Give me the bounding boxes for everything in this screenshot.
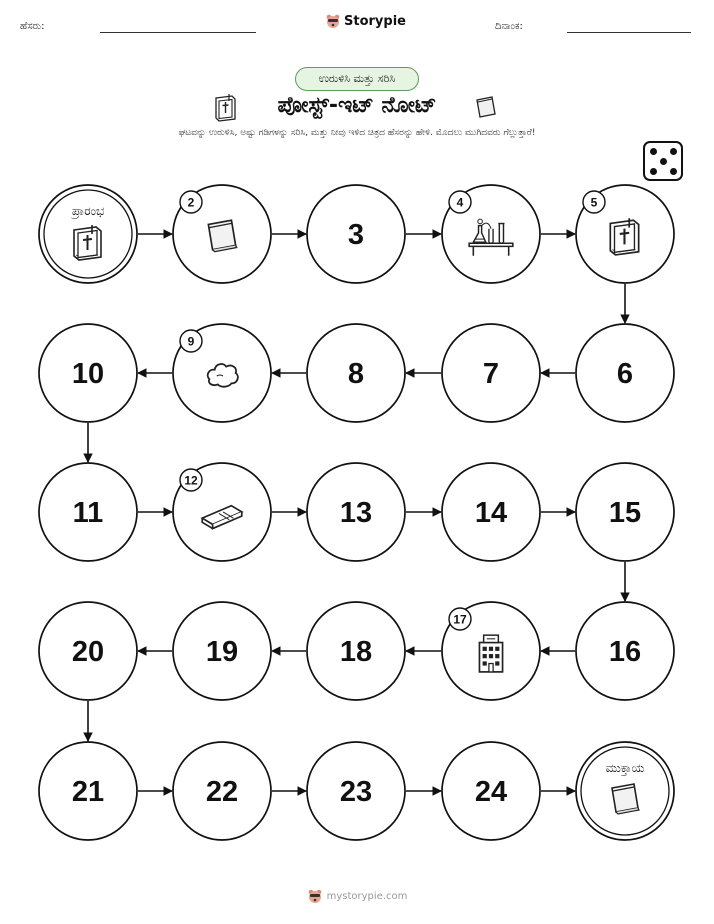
space-number: 21	[71, 776, 105, 808]
space-number: 19	[205, 636, 239, 668]
space-number: 16	[608, 636, 642, 668]
space-number: 13	[339, 497, 373, 529]
space-number: 7	[482, 358, 500, 390]
board-space-11[interactable]	[39, 463, 137, 561]
board-space-16[interactable]	[576, 602, 674, 700]
space-number: 14	[474, 497, 508, 529]
board-space-1[interactable]	[39, 185, 137, 283]
space-number: 9	[187, 334, 195, 349]
space-number: 8	[347, 358, 365, 390]
space-number: 11	[72, 497, 104, 529]
board-space-22[interactable]	[173, 742, 271, 840]
game-type-pill: ಉರುಳಿಸಿ ಮತ್ತು ಸರಿಸಿ	[295, 67, 419, 91]
board-space-2[interactable]	[173, 185, 271, 283]
sticky-note-icon	[208, 220, 236, 252]
board-space-14[interactable]	[442, 463, 540, 561]
board-space-4[interactable]	[442, 185, 540, 283]
space-number: 17	[453, 612, 467, 627]
board-space-10[interactable]	[39, 324, 137, 422]
board-space-23[interactable]	[307, 742, 405, 840]
board-space-5[interactable]	[576, 185, 674, 283]
space-number: 3	[347, 219, 365, 251]
space-number: 24	[474, 776, 508, 808]
space-number: 22	[205, 776, 239, 808]
sticky-note-icon	[612, 784, 639, 814]
space-number: 4	[456, 195, 464, 210]
storypie-bear-icon	[307, 888, 323, 904]
board-space-19[interactable]	[173, 602, 271, 700]
board-space-17[interactable]	[442, 602, 540, 700]
start-label: ಪ್ರಾರಂಭ	[71, 204, 105, 218]
board-space-7[interactable]	[442, 324, 540, 422]
board-space-24[interactable]	[442, 742, 540, 840]
footer	[0, 888, 714, 904]
board-space-9[interactable]	[173, 324, 271, 422]
board-space-6[interactable]	[576, 324, 674, 422]
instructions: ಘಟವನ್ನು ಉರುಳಿಸಿ, ಅಷ್ಟು ಗಡಿಗಳನ್ನು ಸರಿಸಿ, ಮತ್ತು ನೀವು ಇಳಿದ ಚಿತ್ರದ ಹೆಸರನ್ನು ಹೇಳಿ. ಮೊದಲು ಮುಗಿದವರು ಗೆಲ್ಲುತ್ತಾರೆ!	[178, 128, 536, 138]
space-number: 10	[71, 358, 105, 390]
board-space-13[interactable]	[307, 463, 405, 561]
space-number: 18	[339, 636, 373, 668]
space-number: 6	[616, 358, 634, 390]
end-label: ಮುಕ್ತಾಯ	[605, 761, 645, 775]
board-space-18[interactable]	[307, 602, 405, 700]
space-number: 23	[339, 776, 373, 808]
board-space-8[interactable]	[307, 324, 405, 422]
board-spaces	[39, 185, 674, 840]
building-icon	[479, 635, 502, 672]
date-label: ದಿನಾಂಕ:	[495, 21, 523, 32]
space-number: 2	[187, 195, 195, 210]
bible-icon	[74, 225, 101, 260]
space-number: 15	[608, 497, 642, 529]
board-space-3[interactable]	[307, 185, 405, 283]
space-number: 20	[71, 636, 105, 668]
board-space-21[interactable]	[39, 742, 137, 840]
brand-name: Storypie	[344, 13, 406, 29]
name-label: ಹೆಸರು:	[20, 21, 45, 32]
board-space-12[interactable]	[173, 463, 271, 561]
footer-url: mystorypie.com	[326, 890, 408, 902]
page-title: ಪೋಸ್ಟ್-ಇಟ್ ನೋಟ್	[277, 93, 437, 118]
board-space-15[interactable]	[576, 463, 674, 561]
board-space-20[interactable]	[39, 602, 137, 700]
bible-icon	[610, 218, 638, 255]
board-space-25[interactable]	[576, 742, 674, 840]
space-number: 12	[184, 473, 198, 488]
space-number: 5	[590, 195, 598, 210]
